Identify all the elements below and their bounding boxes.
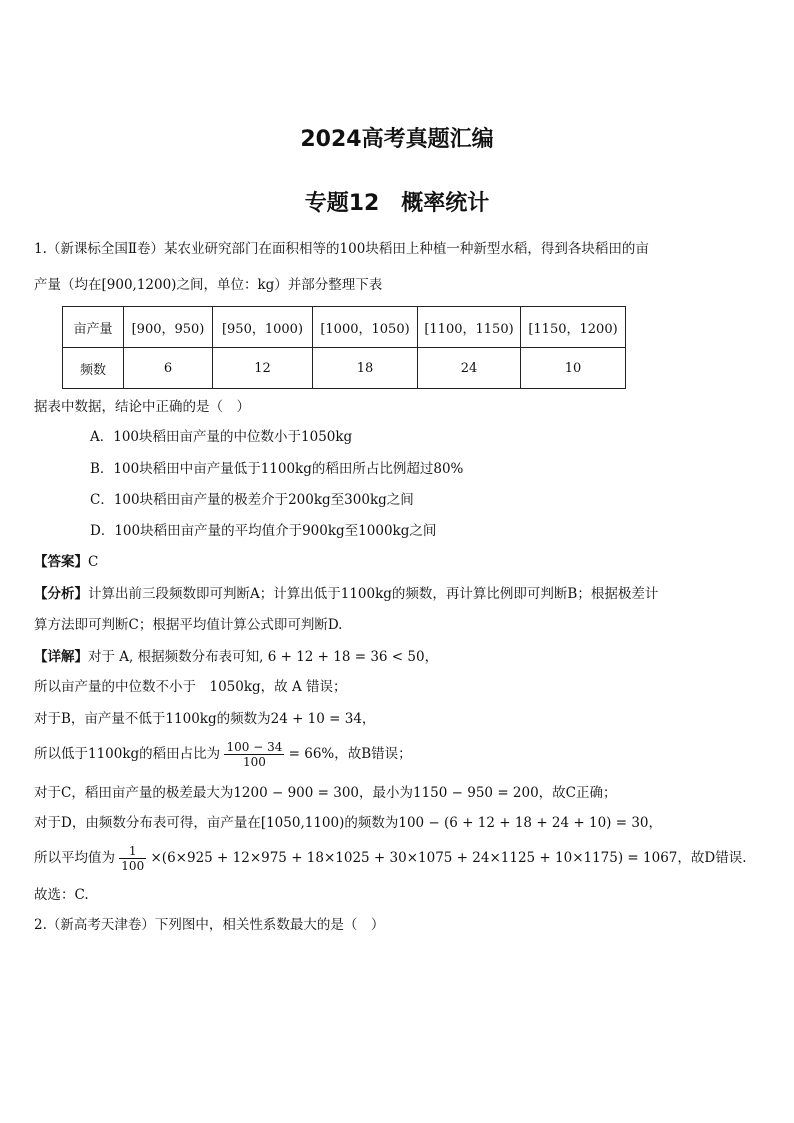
frequency-table: [62, 306, 626, 389]
page-title: 2024高考真题汇编: [300, 127, 494, 152]
fraction-numerator: 100 − 34: [226, 740, 283, 754]
detail-line1: [34, 648, 438, 666]
q2-stem: 2.（新高考天津卷）下列图中，相关性系数最大的是（ ）: [34, 917, 385, 933]
analysis-text: 计算出前三段频数即可判断A；计算出低于1100kg的频数，再计算比例即可判断B；根据极差计: [88, 586, 659, 602]
detail-line4-post: = 66%，故B错误；: [288, 746, 412, 762]
detail-line4-pre: 所以低于1100kg的稻田占比为: [34, 746, 221, 762]
detail-text: 对于 A, 根据频数分布表可知, 6 + 12 + 18 = 36 < 50，: [88, 649, 439, 665]
option-c: C．100块稻田亩产量的极差介于200kg至300kg之间: [90, 492, 414, 508]
table-row-label: 频数: [63, 348, 124, 389]
topic-title: 专题12 概率统计: [304, 191, 490, 216]
option-a: A．100块稻田亩产量的中位数小于1050kg: [90, 429, 353, 445]
q1-stem-line1: 1.（新课标全国Ⅱ卷）某农业研究部门在面积相等的100块稻田上种植一种新型水稻，得到各块稻田的亩: [34, 241, 649, 257]
conclusion: 故选：C.: [34, 887, 89, 903]
table-cell: 18: [313, 348, 418, 389]
detail-line5: 对于C，稻田亩产量的极差最大为1200 − 900 = 300，最小为1150 − 950 = 200，故C正确；: [34, 785, 617, 801]
table-cell: [1000，1050): [313, 307, 418, 348]
table-row: [63, 307, 626, 348]
table-cell: 6: [124, 348, 213, 389]
answer-line: [34, 553, 98, 571]
table-cell: [950，1000): [213, 307, 313, 348]
analysis-line1: [34, 585, 658, 603]
detail-line7: [34, 844, 747, 873]
detail-label: 【详解】: [34, 649, 88, 665]
detail-line2: 所以亩产量的中位数不小于 1050kg，故 A 错误；: [34, 679, 347, 695]
fraction: [224, 740, 284, 769]
analysis-line2: 算方法即可判断C；根据平均值计算公式即可判断D.: [34, 617, 343, 633]
detail-line4: [34, 740, 412, 769]
option-b: B．100块稻田中亩产量低于1100kg的稻田所占比例超过80%: [90, 461, 464, 477]
table-cell: 10: [521, 348, 626, 389]
fraction: [119, 844, 146, 873]
answer-label: 【答案】: [34, 554, 88, 570]
option-d: D．100块稻田亩产量的平均值介于900kg至1000kg之间: [90, 523, 437, 539]
table-cell: [1150，1200): [521, 307, 626, 348]
q1-stem-line2: 产量（均在[900,1200)之间，单位：kg）并部分整理下表: [34, 277, 383, 293]
answer-value: C: [88, 554, 99, 570]
table-row: [63, 348, 626, 389]
detail-line6: 对于D，由频数分布表可得，亩产量在[1050,1100)的频数为100 − (6 + 12 + 18 + 24 + 10) = 30，: [34, 815, 663, 831]
detail-line7-post: ×(6×925 + 12×975 + 18×1025 + 30×1075 + 24×1125 + 10×1175) = 1067，故D错误.: [150, 850, 747, 866]
fraction-denominator: 100: [121, 859, 145, 873]
detail-line3: 对于B，亩产量不低于1100kg的频数为24 + 10 = 34，: [34, 711, 376, 727]
table-cell: [1100，1150): [418, 307, 521, 348]
analysis-label: 【分析】: [34, 586, 88, 602]
table-cell: [900，950): [124, 307, 213, 348]
q1-prompt: 据表中数据，结论中正确的是（ ）: [34, 399, 250, 415]
fraction-numerator: 1: [119, 844, 146, 859]
table-row-label: 亩产量: [63, 307, 124, 348]
table-cell: 12: [213, 348, 313, 389]
table-cell: 24: [418, 348, 521, 389]
fraction-denominator: 100: [242, 755, 266, 769]
detail-line7-pre: 所以平均值为: [34, 850, 115, 866]
